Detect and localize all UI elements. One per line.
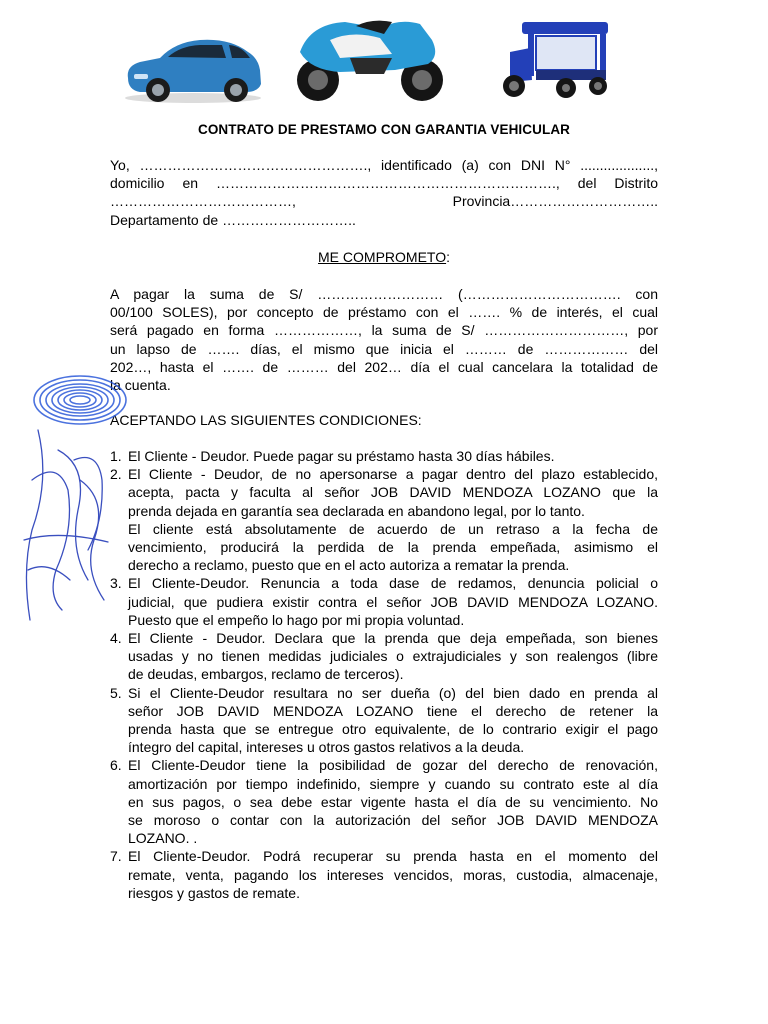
commitment-heading-text: ME COMPROMETO (318, 249, 447, 265)
car-image (125, 40, 261, 103)
mototaxi-image (503, 22, 608, 98)
condition-line: Si el Cliente-Deudor resultara no ser dueña (o) del bien dado en prenda al (128, 684, 658, 701)
intro-line: Departamento de ……………………….. (110, 211, 356, 228)
condition-line: LOZANO. . (128, 830, 198, 847)
condition-line: vencimiento, producirá la perdida de la prenda empeñada, asimismo el (128, 539, 658, 556)
payment-line: 202…, hasta el ……. de ……… del 202… día el cual cancelara la totalidad de (110, 358, 658, 375)
condition-line: señor JOB DAVID MENDOZA LOZANO tiene el derecho de retener la (128, 702, 658, 719)
condition-line: se moroso o contar con la autorización del señor JOB DAVID MENDOZA (128, 812, 658, 829)
condition-number: 5. (110, 684, 122, 701)
intro-line: domicilio en ………………………………………………………………., del Distrito (110, 175, 658, 192)
condition-line: riesgos y gastos de remate. (128, 884, 300, 901)
intro-paragraph (110, 156, 658, 229)
conditions-list (110, 447, 658, 902)
payment-line: será pagado en forma ………………, la suma de S/ …………………………, por (110, 322, 658, 339)
condition-line: acepta, pacta y faculta al señor JOB DAVID MENDOZA LOZANO que la (128, 484, 658, 501)
condition-line: remate, venta, pagando los intereses vencidos, moras, custodia, almacenaje, (128, 866, 658, 883)
condition-item (110, 574, 658, 629)
condition-line: El Cliente-Deudor. Podrá recuperar su prenda hasta en el momento del (128, 848, 658, 865)
condition-number: 3. (110, 575, 122, 592)
condition-line: El cliente está absolutamente de acuerdo de un retraso a la fecha de (128, 520, 658, 537)
condition-item (110, 684, 658, 757)
condition-number: 2. (110, 466, 122, 483)
condition-number: 7. (110, 848, 122, 865)
condition-line: El Cliente-Deudor. Renuncia a toda dase de redamos, denuncia policial o (128, 575, 658, 592)
condition-line: íntegro del capital, intereses u otros gastos relativos a la deuda. (128, 739, 525, 756)
condition-line: El Cliente - Deudor. Puede pagar su préstamo hasta 30 días hábiles. (128, 448, 555, 464)
intro-line: Yo, …………………………………………., identificado (a) con DNI N° ..................., (110, 157, 658, 173)
condition-line: amortización por tiempo indefinido, siempre y cuando su contrato este al día (128, 775, 658, 792)
commitment-heading-colon: : (446, 249, 450, 265)
condition-line: El Cliente - Deudor. Declara que la prenda que deja empeñada, son bienes (128, 630, 658, 647)
condition-line: prenda dejada en garantía sea declarada en abandono legal, por lo tanto. (128, 502, 585, 519)
condition-line: El Cliente-Deudor tiene la posibilidad de gozar del derecho de renovación, (128, 757, 658, 774)
conditions-heading: ACEPTANDO LAS SIGUIENTES CONDICIONES: (110, 412, 422, 428)
condition-item (110, 447, 658, 465)
condition-line: judicial, que pudiera existir contra el señor JOB DAVID MENDOZA LOZANO. (128, 593, 658, 610)
condition-number: 6. (110, 757, 122, 774)
condition-item (110, 629, 658, 684)
condition-line: prenda hasta que se entregue otro equivalente, de lo contrario exigir el pago (128, 721, 658, 738)
commitment-heading (110, 248, 658, 266)
condition-line: de deudas, embargos, reclamo de terceros). (128, 666, 404, 683)
condition-number: 1. (110, 448, 122, 464)
intro-line: …………………………………, Provincia………………………….. (110, 193, 658, 210)
payment-line: A pagar la suma de S/ ……………………… (……………………………. con (110, 286, 658, 302)
condition-item (110, 465, 658, 574)
vehicle-images-header (0, 0, 768, 115)
condition-line: derecho a reclamo, puesto que en el acto autoriza a rematar la prenda. (128, 557, 570, 574)
condition-number: 4. (110, 630, 122, 647)
condition-line: usadas y no tienen medidas judiciales o extrajudiciales y son realengos (libre (128, 648, 658, 665)
payment-line: 00/100 SOLES), por concepto de préstamo con el ……. % de interés, el cual (110, 304, 658, 321)
condition-line: El Cliente - Deudor, de no apersonarse a pagar dentro del plazo establecido, (128, 466, 658, 483)
signature-image (18, 420, 118, 630)
condition-line: Puesto que el empeño lo hago por mi propia voluntad. (128, 611, 465, 628)
contract-title: CONTRATO DE PRESTAMO CON GARANTIA VEHICULAR (197, 122, 571, 137)
motorcycle-image (297, 21, 443, 101)
condition-line: en sus pagos, o sea debe estar vigente hasta el día de su vencimiento. No (128, 793, 658, 810)
condition-item (110, 847, 658, 902)
payment-line: la cuenta. (110, 377, 171, 394)
payment-line: un lapso de ……. días, el mismo que inicia el ……… de ……………… del (110, 340, 658, 357)
payment-paragraph (110, 285, 658, 394)
condition-item (110, 756, 658, 847)
